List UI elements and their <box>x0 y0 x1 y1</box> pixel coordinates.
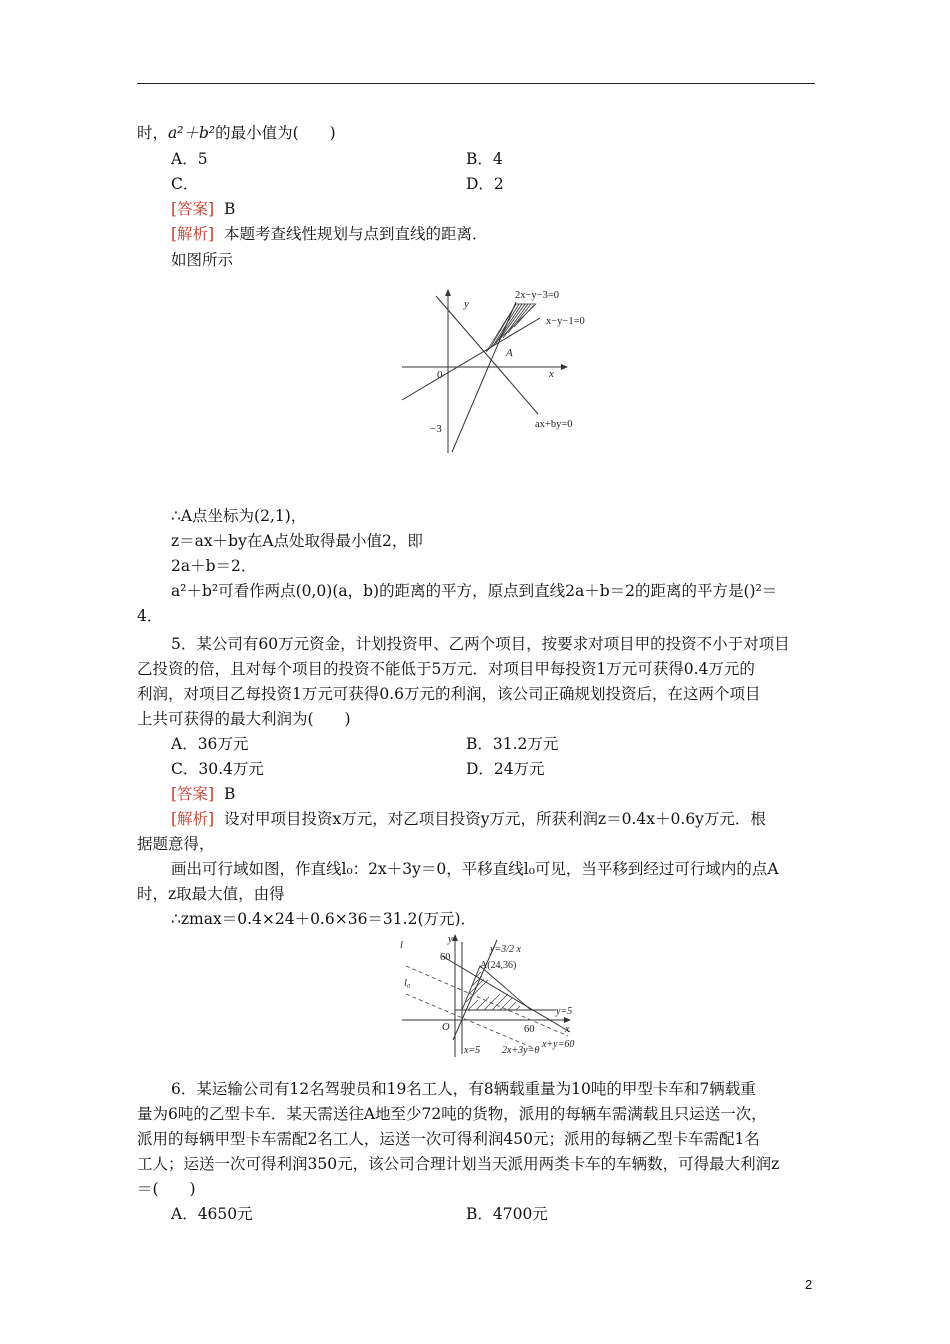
q5-stem-2: 乙投资的倍，且对每个项目的投资不能低于5万元．对项目甲每投资1万元可获得0.4万元的 <box>137 660 755 678</box>
q4-analysis <box>171 224 487 244</box>
q6-stem-2: 量为6吨的乙型卡车．某天需送往A地至少72吨的货物，派用的每辆车需满载且只运送一次， <box>137 1105 767 1123</box>
q4-sol-4: a²＋b²可看作两点(0,0)(a，b)的距离的平方，原点到直线2a＋b＝2的距离的平方是()²＝ <box>171 582 778 600</box>
fig2-line-y5-label: y=5 <box>556 1006 573 1017</box>
line-ax-by <box>436 296 538 414</box>
fig2-line-xy60-label: x+y=60 <box>542 1039 575 1050</box>
q5-stem-1: 5．某公司有60万元资金，计划投资甲、乙两个项目，按要求对项目甲的投资不小于对项目 <box>171 635 790 653</box>
q4-stem-post: 的最小值为( ) <box>215 124 336 142</box>
q6-stem-1: 6．某运输公司有12名驾驶员和19名工人，有8辆载重量为10吨的甲型卡车和7辆载重 <box>171 1080 756 1098</box>
q5-analysis-2: 据题意得， <box>137 835 215 853</box>
fig1-x-label: x <box>549 368 554 380</box>
fig2-l0-label: l₀ <box>404 978 411 989</box>
q4-answer-value: B <box>223 200 236 218</box>
fig2-l-label: l <box>400 940 403 951</box>
fig2-y-label: y <box>448 934 453 945</box>
q5-stem-3: 利润，对项目乙每投资1万元可获得0.6万元的利润，该公司正确规划投资后，在这两个项目 <box>137 685 761 703</box>
fig2-x60-label: 60 <box>524 1024 535 1035</box>
q6-stem-5: ＝( ) <box>137 1180 196 1198</box>
q4-answer <box>171 199 235 219</box>
q4-answer-tag: [答案] <box>171 200 215 218</box>
q4-sol-3: 2a＋b＝2． <box>171 557 257 575</box>
q4-option-b[interactable]: B．4 <box>466 150 503 168</box>
q4-figure <box>398 282 604 454</box>
fig1-line2-label: x−y−1=0 <box>546 316 585 327</box>
q5-analysis-3: 画出可行域如图，作直线l₀：2x＋3y＝0，平移直线l₀可见，当平移到经过可行域内的点A <box>171 860 779 878</box>
fig1-neg3-label: −3 <box>430 423 442 435</box>
fig2-y60-label: 60 <box>440 952 451 963</box>
fig1-line3-label: ax+by=0 <box>535 419 573 430</box>
q5-answer-tag: [答案] <box>171 785 215 803</box>
q5-stem-4: 上共可获得的最大利润为( ) <box>137 710 351 728</box>
fig2-line-x5-label: x=5 <box>464 1045 481 1056</box>
line-x-y-1 <box>402 318 540 400</box>
q5-analysis-tag: [解析] <box>171 810 215 828</box>
q6-stem-3: 派用的每辆甲型卡车需配2名工人，运送一次可得利润450元；派用的每辆乙型卡车需配1名 <box>137 1130 760 1148</box>
q5-analysis-5: ∴zmax＝0.4×24＋0.6×36＝31.2(万元)． <box>171 910 477 928</box>
q4-stem <box>137 123 336 143</box>
q4-sol-5: 4． <box>137 607 163 625</box>
q5-option-c[interactable]: C．30.4万元 <box>171 760 264 778</box>
q5-figure <box>398 932 584 1060</box>
fig1-line1-label: 2x−y−3=0 <box>515 290 560 301</box>
q4-option-a[interactable]: A．5 <box>171 150 208 168</box>
q5-answer-value: B <box>223 785 236 803</box>
q4-fig-intro: 如图所示 <box>171 251 234 269</box>
q4-stem-expr: a²＋b² <box>168 124 216 142</box>
fig1-point-label: A <box>506 347 513 359</box>
q6-stem-4: 工人；运送一次可得利润350元，该公司合理计划当天派用两类卡车的车辆数，可得最大利润z <box>137 1155 780 1173</box>
fig2-line-l <box>406 966 568 1036</box>
q4-option-c[interactable]: C． <box>171 175 199 193</box>
fig1-y-label: y <box>464 298 469 310</box>
fig1-origin-label: 0 <box>437 369 443 381</box>
fig2-line-2x3y-label: 2x+3y=0 <box>502 1045 540 1056</box>
fig2-point-label: A(24,36) <box>480 960 517 971</box>
q5-analysis-4: 时，z取最大值，由得 <box>137 885 285 903</box>
q5-analysis-1 <box>171 809 766 829</box>
q6-option-a[interactable]: A．4650元 <box>171 1205 253 1223</box>
q5-analysis-text: 设对甲项目投资x万元，对乙项目投资y万元，所获利润z＝0.4x＋0.6y万元．根 <box>223 810 766 828</box>
page-number: 2 <box>805 1277 813 1292</box>
y-axis-arrow <box>445 289 451 296</box>
q4-analysis-text: 本题考查线性规划与点到直线的距离． <box>223 225 488 243</box>
q4-sol-1: ∴A点坐标为(2,1)， <box>171 507 307 525</box>
q5-option-b[interactable]: B．31.2万元 <box>466 735 559 753</box>
q5-option-a[interactable]: A．36万元 <box>171 735 249 753</box>
header-rule <box>137 83 815 84</box>
q4-sol-2: z＝ax＋by在A点处取得最小值2，即 <box>171 532 423 550</box>
fig2-x-axis-arrow <box>564 1017 571 1023</box>
fig2-line-y32x <box>453 940 497 1040</box>
fig2-x-label: x <box>565 1024 570 1035</box>
x-axis-arrow <box>561 364 568 370</box>
q4-option-d[interactable]: D．2 <box>466 175 504 193</box>
fig2-y-axis-arrow <box>452 934 458 941</box>
fig2-line-y32x-label: y=3/2 x <box>490 944 521 955</box>
fig2-o-label: O <box>442 1022 450 1033</box>
q5-option-d[interactable]: D．24万元 <box>466 760 545 778</box>
q5-answer <box>171 784 235 804</box>
q4-stem-pre: 时， <box>137 124 169 142</box>
q6-option-b[interactable]: B．4700元 <box>466 1205 548 1223</box>
fig2-line-l0 <box>406 994 538 1050</box>
q4-analysis-tag: [解析] <box>171 225 215 243</box>
